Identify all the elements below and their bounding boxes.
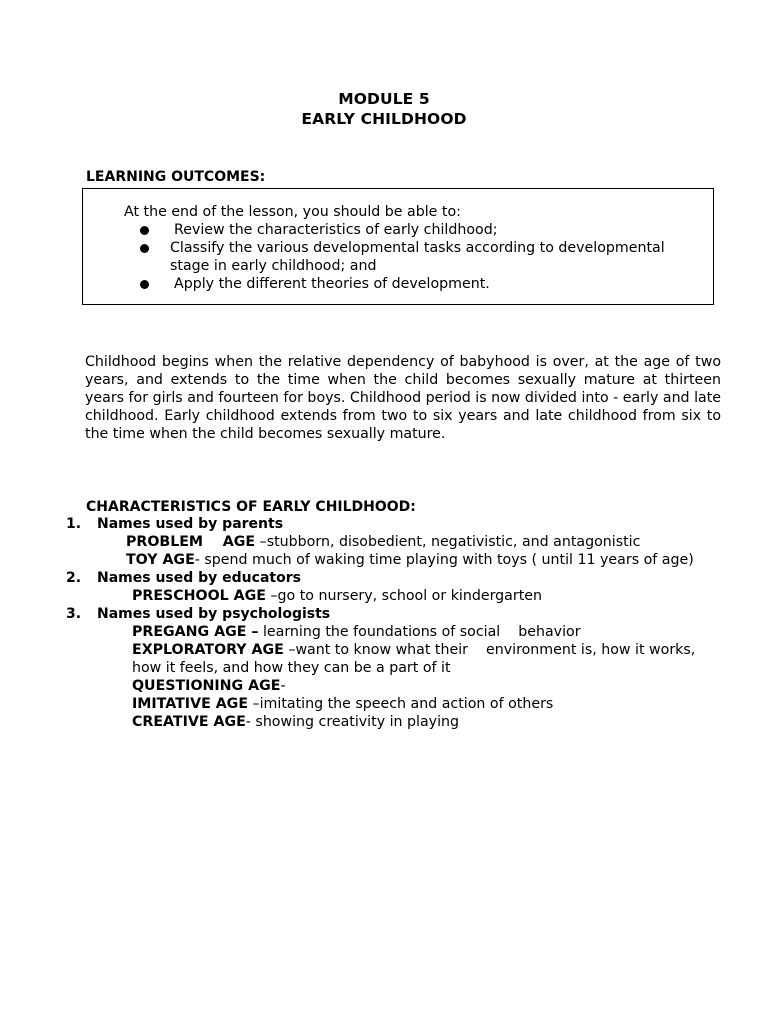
- section-title: Names used by parents: [97, 516, 284, 532]
- module-title: MODULE 5: [338, 90, 430, 108]
- module-subtitle: EARLY CHILDHOOD: [301, 110, 467, 128]
- list-item: [132, 624, 581, 640]
- outcome-item: Review the characteristics of early childhood;: [174, 222, 498, 238]
- term: IMITATIVE AGE: [132, 696, 249, 712]
- section-number: 1.: [66, 516, 82, 532]
- outcome-item-continuation: stage in early childhood; and: [170, 258, 377, 274]
- list-item: [132, 696, 553, 712]
- list-item: [132, 678, 286, 694]
- term: QUESTIONING AGE: [132, 678, 281, 694]
- list-item: [132, 714, 459, 730]
- list-item: [132, 588, 542, 604]
- term-description: -: [280, 678, 286, 694]
- intro-paragraph: Childhood begins when the relative dependency of babyhood is over, at the age of two years, and extends to the time when the child becomes sexually mature at thirteen years for girls and fourteen for boys. Childhood period is now divided into - early and late childhood. Early childhood extends from two to six years and late childhood from six to the time when the child becomes sexually mature.: [85, 354, 721, 442]
- term-description: –imitating the speech and action of others: [248, 696, 554, 712]
- list-item: [126, 534, 640, 550]
- term: PROBLEM AGE: [126, 534, 256, 550]
- outcomes-intro: At the end of the lesson, you should be able to:: [124, 204, 461, 220]
- list-item: [126, 552, 694, 568]
- term: PRESCHOOL AGE: [132, 588, 266, 604]
- bullet-icon: [140, 244, 149, 253]
- list-item-continuation: how it feels, and how they can be a part of it: [132, 660, 451, 676]
- bullet-icon: [140, 280, 149, 289]
- term: PREGANG AGE –: [132, 624, 259, 640]
- term-description: - showing creativity in playing: [245, 714, 460, 730]
- section-title: Names used by psychologists: [97, 606, 331, 622]
- term-description: –stubborn, disobedient, negativistic, and antagonistic: [255, 534, 641, 550]
- bullet-icon: [140, 226, 149, 235]
- section-number: 2.: [66, 570, 82, 586]
- term: CREATIVE AGE: [132, 714, 246, 730]
- term: TOY AGE: [126, 552, 195, 568]
- outcome-item: Classify the various developmental tasks according to developmental: [170, 240, 665, 256]
- section-title: Names used by educators: [97, 570, 301, 586]
- term-description: –want to know what their environment is, how it works,: [283, 642, 696, 658]
- term: EXPLORATORY AGE: [132, 642, 284, 658]
- learning-outcomes-heading: LEARNING OUTCOMES:: [86, 169, 266, 185]
- term-description: - spend much of waking time playing with toys ( until 11 years of age): [194, 552, 694, 568]
- list-item: [132, 642, 695, 658]
- characteristics-heading: CHARACTERISTICS OF EARLY CHILDHOOD:: [86, 499, 416, 515]
- term-description: learning the foundations of social behavior: [258, 624, 581, 640]
- section-number: 3.: [66, 606, 82, 622]
- term-description: –go to nursery, school or kindergarten: [265, 588, 542, 604]
- outcome-item: Apply the different theories of development.: [174, 276, 490, 292]
